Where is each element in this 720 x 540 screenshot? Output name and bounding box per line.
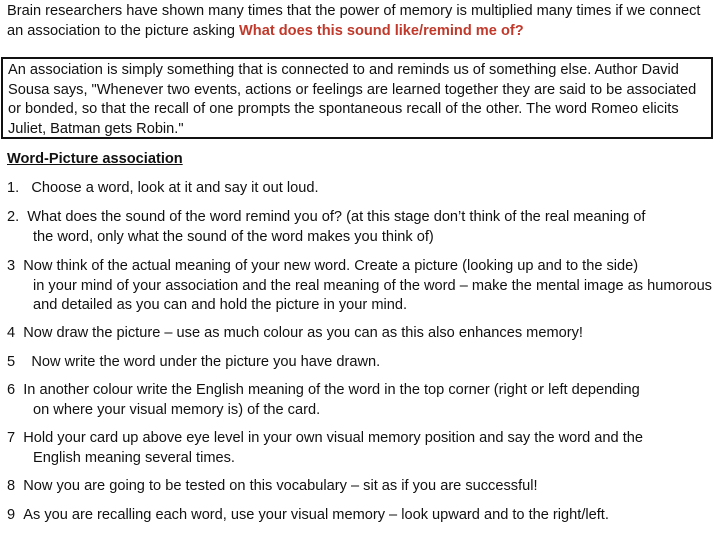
step-item (7, 179, 713, 199)
step-number: 6 (7, 382, 16, 398)
step-text: Now write the word under the picture you have drawn. (31, 354, 381, 370)
step-item (7, 429, 713, 468)
step-text: Now think of the actual meaning of your new word. Create a picture (looking up and to the side) (23, 258, 639, 274)
step-text-continued: English meaning several times. (33, 449, 235, 466)
step-text: In another colour write the English meaning of the word in the top corner (right or left depending (23, 382, 640, 398)
step-item (7, 324, 713, 344)
step-text-continued: in your mind of your association and the real meaning of the word – make the mental image as humorous and detailed as you can and hold the picture in your mind. (33, 277, 712, 313)
intro-highlight: What does this sound like/remind me of? (239, 22, 524, 39)
quote-box (1, 57, 713, 139)
step-number: 1. (7, 180, 20, 196)
step-number: 4 (7, 325, 16, 341)
section-heading: Word-Picture association (7, 151, 183, 167)
step-item (7, 477, 713, 497)
step-item (7, 208, 713, 247)
step-number: 9 (7, 507, 16, 523)
step-text: Now draw the picture – use as much colour as you can as this also enhances memory! (23, 325, 583, 341)
step-item (7, 353, 713, 373)
step-item (7, 257, 713, 316)
step-item (7, 506, 713, 526)
step-item (7, 381, 713, 420)
step-number: 7 (7, 430, 16, 446)
intro-paragraph (7, 2, 715, 41)
step-text: Hold your card up above eye level in your own visual memory position and say the word and the (23, 430, 643, 446)
step-text-continued: the word, only what the sound of the word makes you think of) (33, 228, 434, 245)
step-number: 2. (7, 209, 20, 225)
step-text-continued: on where your visual memory is) of the card. (33, 401, 321, 418)
step-text: Choose a word, look at it and say it out loud. (31, 180, 319, 196)
quote-text: An association is simply something that is connected to and reminds us of something else. Author David Sousa says, "Whenever two events, actions or feelings are learned together they are said to be associated or bonded, so that the recall of one prompts the spontaneous recall of the other. The word Romeo elicits Juliet, Batman gets Robin." (8, 62, 697, 137)
step-number: 3 (7, 258, 16, 274)
step-text: Now you are going to be tested on this vocabulary – sit as if you are successful! (23, 478, 538, 494)
step-text: As you are recalling each word, use your visual memory – look upward and to the right/left. (23, 507, 609, 523)
step-text: What does the sound of the word remind you of? (at this stage don’t think of the real meaning of (27, 209, 646, 225)
step-number: 8 (7, 478, 16, 494)
step-number: 5 (7, 354, 16, 370)
intro-text: Brain researchers have shown many times that the power of memory is multiplied many times if we connect an association to the picture asking (7, 3, 701, 39)
